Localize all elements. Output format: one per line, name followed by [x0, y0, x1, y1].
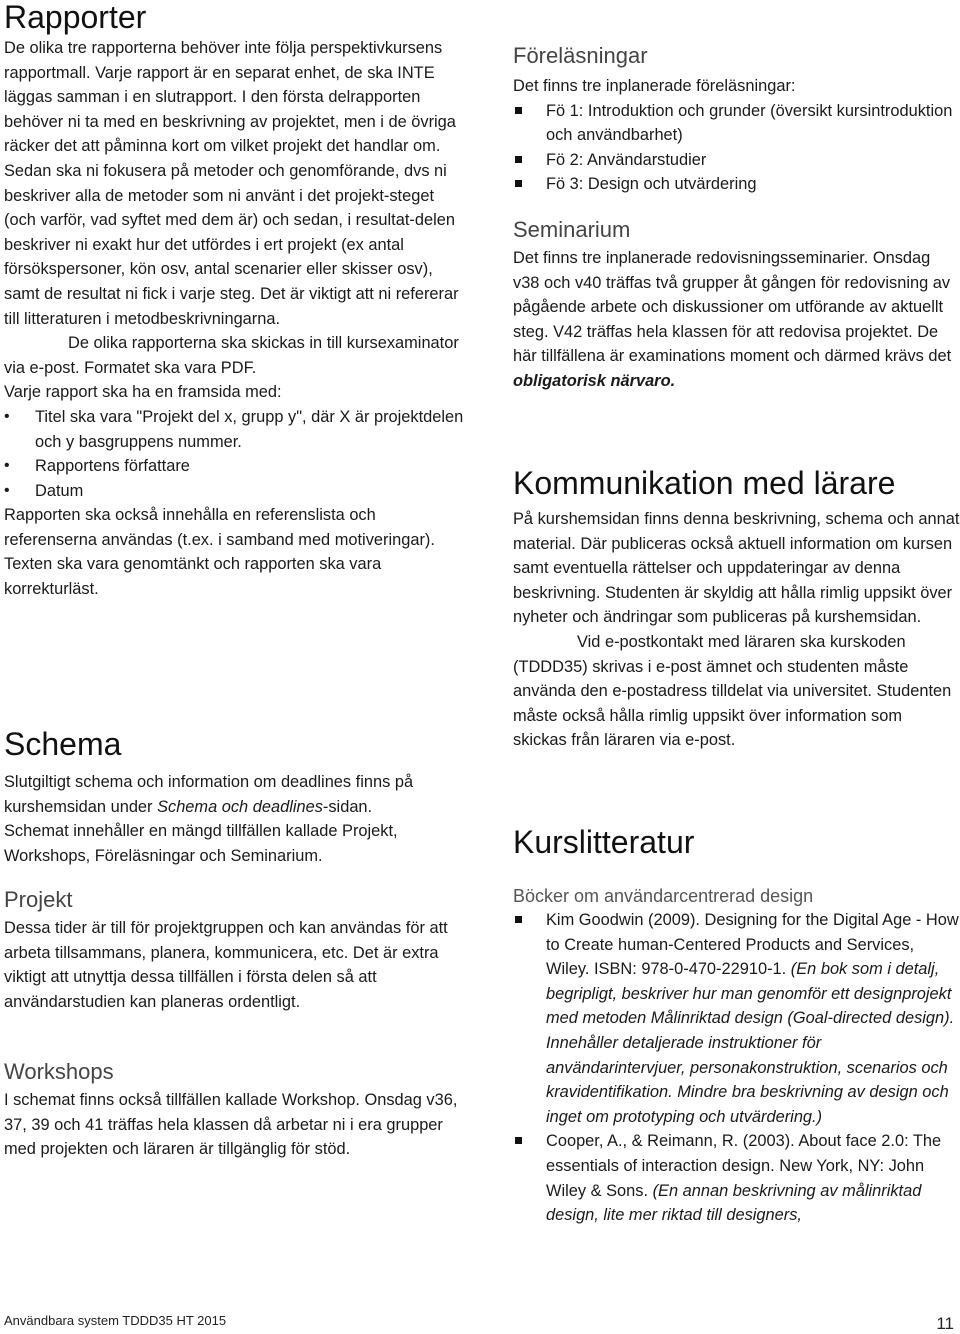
forelasningar-intro: Det finns tre inplanerade föreläsningar:: [513, 77, 796, 95]
kurslitteratur-section: [513, 822, 960, 1228]
seminarium-text-main: Det finns tre inplanerade redovisningsseminarier. Onsdag v38 och v40 träffas två grupper åt gången för redovisning av pågående arbete och diskussioner om utförande av aktuellt steg. V42 träffas hela klassen för att redovisa projektet. De här tillfällena är examinations moment och därmed krävs det: [513, 249, 952, 366]
footer-course: Användbara system TDDD35 HT 2015: [4, 1313, 227, 1328]
schema-text-1b: -sidan.: [322, 797, 373, 816]
book-item: [513, 908, 960, 1129]
list-item: • Titel ska vara "Projekt del x, grupp y", där X är projektdelen och y basgruppens nummer.: [4, 405, 466, 454]
rapporter-intro: De olika tre rapporterna behöver inte följa perspektivkursens rapportmall. Varje rapport är en separat enhet, de ska INTE läggas samman i en slutrapport. I den första delrapporten behöver ni ta med en beskrivning av projektet, men i de övriga räcker det att påminna kort om vilket projekt det handlar om. Sedan ska ni fokusera på metoder och genomförande, dvs ni beskriver alla de metoder som ni använt i det projekt-steget (och varför, vad syftet med dem är) och sedan, i resultat-delen beskriver ni exakt hur det utfördes i ert projekt (ex antal försökspersoner, kön osv, antal scenarier eller skisser osv), samt de resultat ni fick i varje steg. Det är viktigt att ni refererar till litteraturen i metodbeskrivningarna.: [4, 39, 459, 328]
projekt-heading: Projekt: [4, 887, 73, 912]
seminarium-text: [513, 246, 960, 394]
rapporter-closing: Rapporten ska också innehålla en referenslista och referenserna användas (t.ex. i samband med motiveringar). Texten ska vara genomtänkt och rapporten ska vara korrekturläst.: [4, 506, 435, 599]
book-reference: Cooper, A., & Reimann, R. (2003). About face 2.0: The essentials of interaction design. New York, NY: John Wiley & Sons.: [546, 1132, 942, 1200]
list-item: • Datum: [4, 479, 466, 504]
kommunikation-heading: Kommunikation med lärare: [513, 465, 896, 501]
book-note: (En bok som i detalj, begripligt, beskriver hur man genomför ett designprojekt med metoden Målinriktad design (Goal-directed design). Innehåller detaljerade instruktioner för användarintervjuer, personakonstruktion, scenarios och kravidentifikation. Mindre bra beskrivning av design och inget om prototyping och utvärdering.): [546, 960, 955, 1126]
projekt-text: Dessa tider är till för projektgruppen och kan användas för att arbeta tillsammans, planera, kommunicera, etc. Det är extra viktigt att utnyttja dessa tillfällen i första delen så att användarstudien kan planeras ordentligt.: [4, 919, 448, 1011]
schema-text-1: [4, 770, 466, 819]
kommunikation-section: [513, 463, 960, 753]
book-note: (En annan beskrivning av målinriktad design, lite mer riktad till designers,: [546, 1181, 922, 1225]
schema-link-text: Schema och deadlines: [157, 797, 323, 816]
seminarium-heading: Seminarium: [513, 217, 631, 242]
kommunikation-text-2: Vid e-postkontakt med läraren ska kurskoden (TDDD35) skrivas i e-post ämnet och studenten måste använda den e-postadress tilldelat via universitet. Studenten måste också hålla rimlig uppsikt över information som skickas från läraren via e-post.: [513, 632, 952, 750]
schema-heading: Schema: [4, 726, 122, 762]
rapporter-body: [4, 36, 466, 602]
list-item: Fö 1: Introduktion och grunder (översikt kursintroduktion och användbarhet): [513, 99, 960, 148]
rapporter-heading: Rapporter: [4, 0, 147, 35]
schema-text-2: Schemat innehåller en mängd tillfällen kallade Projekt, Workshops, Föreläsningar och Seminarium.: [4, 822, 398, 865]
list-item: Fö 2: Användarstudier: [513, 148, 960, 173]
forelasningar-section: [513, 42, 960, 197]
list-item: Fö 3: Design och utvärdering: [513, 172, 960, 197]
book-list: [513, 908, 960, 1228]
rapporter-send: De olika rapporterna ska skickas in till kursexaminator via e-post. Formatet ska vara PDF.: [4, 334, 459, 377]
forelasningar-list: [513, 99, 960, 197]
kurslitteratur-heading: Kurslitteratur: [513, 824, 695, 860]
kurslitteratur-subheading: Böcker om användarcentrerad design: [513, 886, 814, 906]
schema-text-1a: Slutgiltigt schema och information om deadlines finns på kurshemsidan under: [4, 773, 414, 816]
book-reference: Kim Goodwin (2009). Designing for the Digital Age - How to Create human-Centered Products and Services, Wiley. ISBN: 978-0-470-22910-1.: [546, 911, 959, 979]
projekt-section: [4, 886, 466, 1014]
workshops-section: [4, 1058, 466, 1162]
rapporter-section: [4, 0, 146, 37]
seminarium-emphasis: obligatorisk närvaro.: [513, 371, 676, 390]
frontpage-list: [4, 405, 466, 503]
book-item: [513, 1129, 960, 1227]
schema-section: [4, 724, 466, 868]
list-item: • Rapportens författare: [4, 454, 466, 479]
workshops-text: I schemat finns också tillfällen kallade Workshop. Onsdag v36, 37, 39 och 41 träffas hela klassen då arbetar ni i era grupper med projekten och läraren är tillgänglig för stöd.: [4, 1091, 458, 1159]
page-number: 11: [936, 1314, 954, 1333]
kommunikation-text-1: På kurshemsidan finns denna beskrivning, schema och annat material. Där publiceras också aktuell information om kursen samt eventuella rättelser och uppdateringar av denna beskrivning. Studenten är skyldig att hålla rimlig uppsikt över nyheter och ändringar som publiceras på kurshemsidan.: [513, 510, 960, 627]
rapporter-frontpage-intro: Varje rapport ska ha en framsida med:: [4, 383, 282, 402]
seminarium-section: [513, 216, 960, 394]
forelasningar-heading: Föreläsningar: [513, 43, 648, 68]
workshops-heading: Workshops: [4, 1059, 114, 1084]
